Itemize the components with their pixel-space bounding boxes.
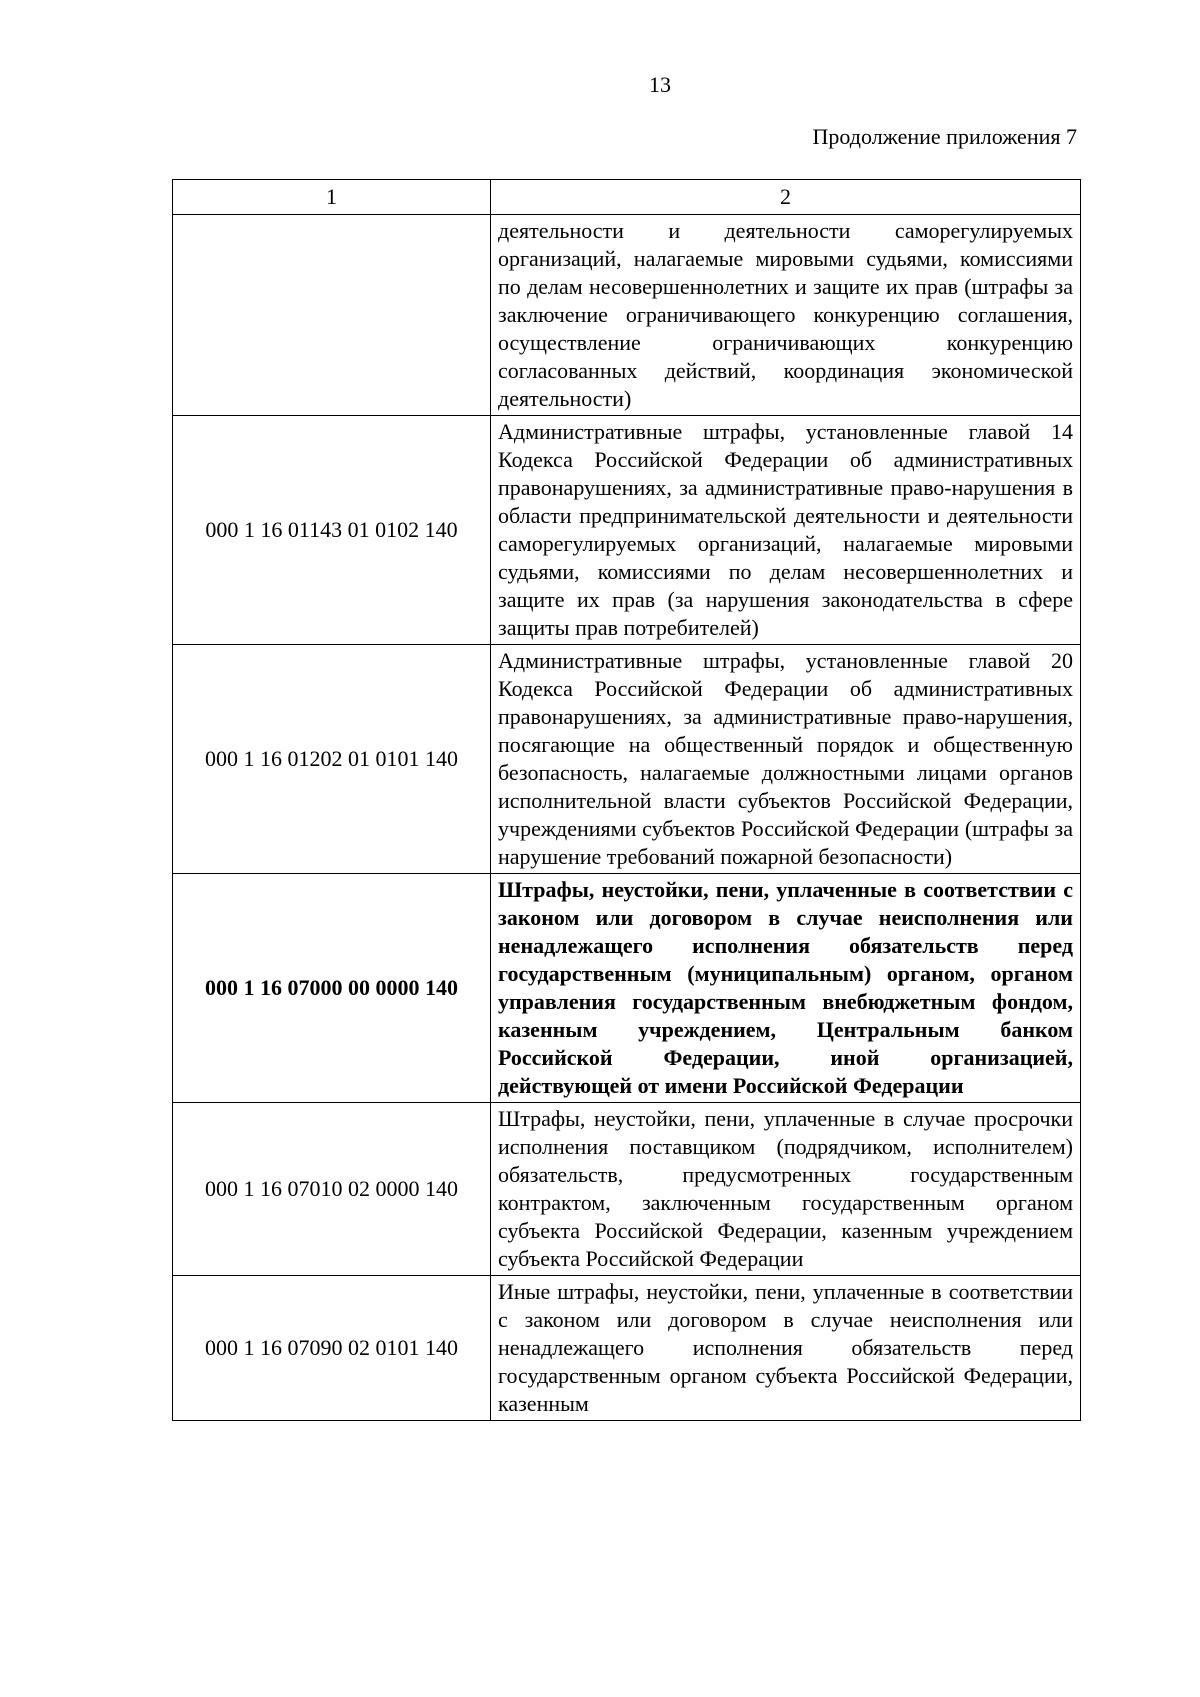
description-cell: Административные штрафы, установленные главой 14 Кодекса Российской Федерации об административных правонарушениях, за административные право-нарушения в области предпринимательской деятельности и деятельности саморегулируемых организаций, налагаемые мировыми судьями, комиссиями по делам несовершеннолетних и защите их прав (за нарушения законодательства в сфере защиты прав потребителей) <box>491 416 1081 645</box>
budget-code-cell: 000 1 16 07010 02 0000 140 <box>173 1103 491 1276</box>
budget-code-cell: 000 1 16 01143 01 0102 140 <box>173 416 491 645</box>
description-cell: Штрафы, неустойки, пени, уплаченные в соответствии с законом или договором в случае неисполнения или ненадлежащего исполнения обязательств перед государственным (муниципальным) органом, органом управления государственным внебюджетным фондом, казенным учреждением, Центральным банком Российской Федерации, иной организацией, действующей от имени Российской Федерации <box>491 874 1081 1103</box>
budget-code-cell: 000 1 16 07090 02 0101 140 <box>173 1276 491 1421</box>
description-cell: Штрафы, неустойки, пени, уплаченные в случае просрочки исполнения поставщиком (подрядчиком, исполнителем) обязательств, предусмотренных государственным контрактом, заключенным государственным органом субъекта Российской Федерации, казенным учреждением субъекта Российской Федерации <box>491 1103 1081 1276</box>
appendix-continuation-note: Продолжение приложения 7 <box>812 124 1077 149</box>
budget-code-cell: 000 1 16 07000 00 0000 140 <box>173 874 491 1103</box>
budget-code-cell: 000 1 16 01202 01 0101 140 <box>173 645 491 874</box>
page-number: 13 <box>649 72 671 97</box>
table-row-bold <box>173 874 1081 1103</box>
table-row <box>173 1103 1081 1276</box>
table-row <box>173 645 1081 874</box>
description-cell: деятельности и деятельности саморегулируемых организаций, налагаемые мировыми судьями, комиссиями по делам несовершеннолетних и защите их прав (штрафы за заключение ограничивающего конкуренцию соглашения, осуществление ограничивающих конкуренцию согласованных действий, координация экономической деятельности) <box>491 215 1081 416</box>
table-row <box>173 416 1081 645</box>
column-header-2: 2 <box>491 180 1081 215</box>
table-header-row <box>173 180 1081 215</box>
description-cell: Административные штрафы, установленные главой 20 Кодекса Российской Федерации об административных правонарушениях, за административные право-нарушения, посягающие на общественный порядок и общественную безопасность, налагаемые должностными лицами органов исполнительной власти субъектов Российской Федерации, учреждениями субъектов Российской Федерации (штрафы за нарушение требований пожарной безопасности) <box>491 645 1081 874</box>
codes-table <box>172 179 1081 1421</box>
budget-code-cell <box>173 215 491 416</box>
column-header-1: 1 <box>173 180 491 215</box>
table-row <box>173 1276 1081 1421</box>
description-cell: Иные штрафы, неустойки, пени, уплаченные в соответствии с законом или договором в случае неисполнения или ненадлежащего исполнения обязательств перед государственным органом субъекта Российской Федерации, казенным <box>491 1276 1081 1421</box>
table-row <box>173 215 1081 416</box>
